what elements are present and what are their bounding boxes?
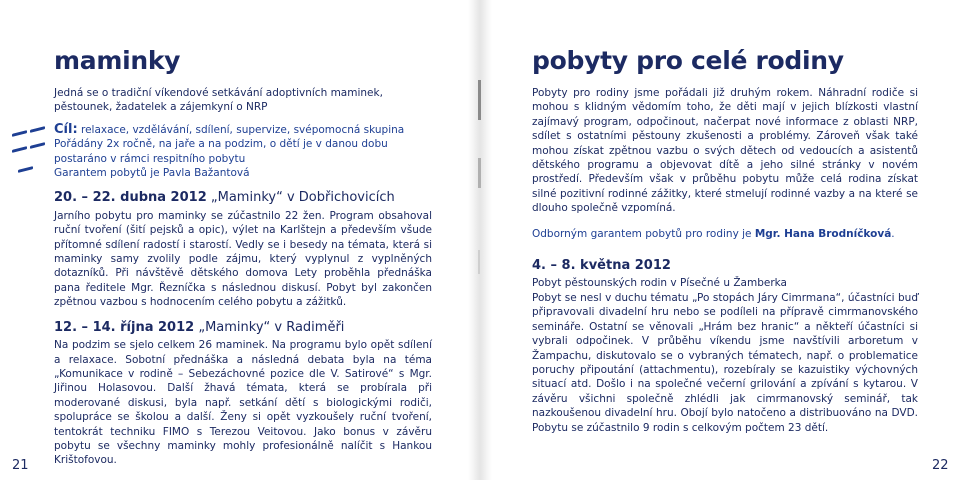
left-column bbox=[54, 86, 432, 468]
page-number: 22 bbox=[932, 458, 949, 473]
gutter-line bbox=[478, 250, 480, 274]
families-guarantor bbox=[532, 227, 918, 241]
event2-date: 12. – 14. října 2012 bbox=[54, 319, 195, 335]
event-heading: 4. – 8. května 2012 bbox=[532, 258, 671, 274]
event2-heading bbox=[54, 321, 432, 335]
right-page bbox=[480, 0, 960, 480]
event1-heading bbox=[54, 191, 432, 205]
goal-text: relaxace, vzdělávání, sdílení, supervize, svépomocná skupina bbox=[77, 123, 405, 136]
page-title: maminky bbox=[54, 46, 181, 75]
guarantor-prefix: Odborným garantem pobytů pro rodiny je bbox=[532, 227, 755, 240]
intro-text: Jedná se o tradiční víkendové setkávání adoptivních maminek, pěstounek, žadatelek a zájemkyní o NRP bbox=[54, 87, 383, 114]
goal-line bbox=[54, 123, 432, 137]
guarantor-suffix: . bbox=[891, 227, 895, 240]
families-intro: Pobyty pro rodiny jsme pořádali již druhým rokem. Náhradní rodiče si mohou s klidným vědomím toho, že děti mají v jejich blízkosti vlastní zajímavý program, odpočinout, načerpat nové informace z oblasti NRP, sdílet s ostatními pěstouny zkušenosti a problémy. Zároveň však také mohou získat zpětnou vazbu o svých dětech od vedoucích a asistentů dětského programu a objevovat dítě a jeho silné stránky v novém prostředí. Především však v průběhu pobytu může celá rodina získat silné pozitivní rodinné zážitky, které stmelují rodinné vazby a na které se dlouho společně vzpomíná. bbox=[532, 87, 918, 215]
event1-date: 20. – 22. dubna 2012 bbox=[54, 190, 207, 206]
schedule-text: Pořádány 2x ročně, na jaře a na podzim, o dětí je v danou dobu postaráno v rámci respitního pobytu bbox=[54, 138, 388, 165]
event2-text: Na podzim se sjelo celkem 26 maminek. Na programu bylo opět sdílení a relaxace. Sobotní přednáška a následná debata byla na téma „Komunikace v rodině – Sebezáchovné pozice dle V. Satirové“ s Mgr. Jiřinou Holasovou. Další žhavá témata, která se probírala při moderované diskusi, byla např. setkání dětí s biologickými rodiči, spolupráce se školou a další. Ženy si opět vyzkoušely ruční tvoření, tentokrát techniku FIMO s Terezou Veitovou. Jako bonus v závěru pobytu se všechny maminky mohly profesionálně nalíčit s Hankou Krištofovou. bbox=[54, 339, 432, 467]
event-subtitle: Pobyt pěstounských rodin v Písečné u Žamberka bbox=[532, 277, 787, 290]
event1-text: Jarního pobytu pro maminky se zúčastnilo 22 žen. Program obsahoval ruční tvoření (šití pejsků a opic), výlet na Karlštejn a především všude přítomné sdílení radostí i starostí. Vedly se i besedy na témata, která si maminky samy zvolily podle zájmu, který vyplynul z vyplněných dotazníků. Při návštěvě dětského domova Lety proběhla přednáška pana ředitele Mgr. Řezníčka s následnou diskusí. Pobyt byl zakončen zpětnou vazbou s hodnocením celého pobytu a zážitků. bbox=[54, 209, 432, 309]
event2-title: „Maminky“ v Radiměři bbox=[194, 319, 345, 335]
book-gutter bbox=[468, 0, 492, 480]
event1-title: „Maminky“ v Dobřichovicích bbox=[206, 190, 395, 206]
guarantor-text: Garantem pobytů je Pavla Bažantová bbox=[54, 167, 250, 180]
goal-block bbox=[54, 123, 432, 181]
goal-label: Cíl: bbox=[54, 121, 78, 137]
guarantor-name: Mgr. Hana Brodníčková bbox=[754, 227, 892, 240]
gutter-line bbox=[478, 80, 481, 120]
right-column bbox=[532, 86, 918, 435]
page-number: 21 bbox=[12, 458, 29, 473]
gutter-line bbox=[478, 158, 481, 188]
event-text: Pobyt se nesl v duchu tématu „Po stopách Járy Cimrmana“, účastníci buď připravovali divadelní hru nebo se podíleli na přípravě cimrmanovského semináře. Ostatní se věnovali „Hrám bez hranic“ a někteří účastníci si vybrali odpočinek. V průběhu víkendu jsme navštívili arboretum v Žampachu, diskutovalo se o vybraných tématech, např. o problematice poruchy připoutání (attachmentu), rozebíraly se kazuistiky výchovných situací atd. Došlo i na společné večerní grilování a zpívání s kytarou. V závěru všichni společně zhlédli jak cimrmanovský seminář, tak nazkoušenou divadelní hru. Obojí bylo natočeno a distribuováno na DVD. Pobytu se zúčastnilo 9 rodin s celkovým počtem 23 dětí. bbox=[532, 291, 918, 434]
page-title: pobyty pro celé rodiny bbox=[532, 46, 844, 75]
